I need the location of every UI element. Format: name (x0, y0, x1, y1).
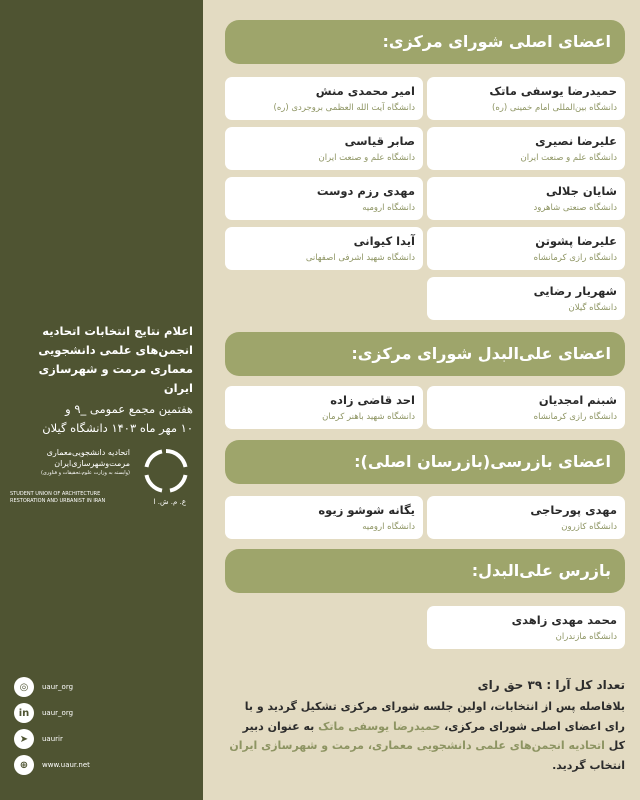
logo-fa-line: مرمت‌وشهرسازی‌ایران (54, 459, 130, 468)
logo-persian-text (10, 447, 130, 477)
member-name: صابر قیاسی (344, 134, 415, 148)
logo-en-line: STUDENT UNION OF ARCHITECTURE (10, 491, 101, 497)
inspectors-header: اعضای بازرسی(بازرسان اصلی): (225, 440, 625, 484)
social-website[interactable] (14, 754, 90, 776)
logo-english-text (10, 491, 140, 505)
member-university: دانشگاه شهید اشرفی اصفهانی (305, 253, 415, 263)
member-university: دانشگاه کازرون (561, 522, 617, 532)
results-summary (225, 675, 625, 775)
social-handle: uaurir (42, 735, 63, 743)
member-card (225, 177, 423, 220)
social-handle: www.uaur.net (42, 761, 90, 769)
summary-paragraph (225, 697, 625, 775)
member-university: دانشگاه علم و صنعت ایران (520, 153, 617, 163)
member-university: دانشگاه بین‌المللی امام خمینی (ره) (492, 103, 617, 113)
member-card (427, 277, 625, 320)
member-card (225, 127, 423, 170)
sidebar (0, 0, 203, 800)
member-card (225, 227, 423, 270)
social-handle: uaur_org (42, 709, 74, 717)
logo-fa-subtitle: (وابسته به وزارت علوم،تحقیقات و فناوری) (40, 470, 130, 476)
globe-icon: ⊕ (14, 755, 34, 775)
telegram-icon: ➤ (14, 729, 34, 749)
logo-ring-icon (142, 447, 190, 495)
member-name: محمد مهدی زاهدی (511, 613, 617, 627)
summary-text: انتخاب گردید. (552, 758, 625, 772)
summary-text: بلافاصله پس از انتخابات، اولین جلسه شورای مرکزی تشکیل گردید و با رای اعضای اصلی شورای مرکزی، (244, 700, 625, 733)
member-name: مهدی رزم دوست (316, 184, 415, 198)
member-name: شهریار رضایی (533, 284, 617, 298)
member-name: احد قاضی زاده (330, 393, 415, 407)
member-card (427, 386, 625, 429)
instagram-icon: ◎ (14, 677, 34, 697)
announcement-headline (7, 322, 193, 398)
member-university: دانشگاه مازندران (555, 632, 617, 642)
member-name: علیرضا پشوتن (535, 234, 617, 248)
member-card (225, 496, 423, 539)
logo-en-line: RESTORATION AND URBANIST IN IRAN (10, 498, 106, 504)
social-instagram[interactable] (14, 676, 90, 698)
headline-line: اعلام نتایج انتخابات اتحادیه (42, 324, 193, 338)
linkedin-icon: in (14, 703, 34, 723)
member-university: دانشگاه ارومیه (362, 203, 415, 213)
member-university: دانشگاه صنعتی شاهرود (533, 203, 617, 213)
member-name: شبنم امجدیان (538, 393, 617, 407)
meeting-line: هفتمین مجمع عمومی _۹ و (65, 402, 193, 416)
member-name: شایان جلالی (545, 184, 617, 198)
member-card (427, 77, 625, 120)
member-university: دانشگاه علم و صنعت ایران (318, 153, 415, 163)
alternate-members-header: اعضای علی‌البدل شورای مرکزی: (225, 332, 625, 376)
member-card (427, 606, 625, 649)
summary-text: به عنوان دبیر کل (242, 719, 625, 752)
member-card (225, 386, 423, 429)
member-name: مهدی پورحاجی (530, 503, 617, 517)
member-university: دانشگاه رازی کرمانشاه (533, 412, 617, 422)
main-members-header: اعضای اصلی شورای مرکزی: (225, 20, 625, 64)
member-university: دانشگاه آیت الله العظمی بروجردی (ره) (273, 103, 415, 113)
member-university: دانشگاه رازی کرمانشاه (533, 253, 617, 263)
union-logo (10, 445, 198, 515)
union-name: اتحادیه انجمن‌های علمی دانشجویی معماری، مرمت و شهرسازی ایران (229, 739, 605, 752)
member-name: حمیدرضا یوسفی ماتک (489, 84, 617, 98)
social-handle: uaur_org (42, 683, 74, 691)
social-linkedin[interactable] (14, 702, 90, 724)
member-university: دانشگاه ارومیه (362, 522, 415, 532)
meeting-line: ۱۰ مهر ماه ۱۴۰۳ دانشگاه گیلان (42, 421, 193, 435)
headline-line: انجمن‌های علمی دانشجویی (38, 343, 193, 357)
member-name: آیدا کیوانی (353, 234, 415, 248)
member-card (427, 177, 625, 220)
member-card (427, 127, 625, 170)
member-card (427, 227, 625, 270)
total-votes: تعداد کل آرا : ۳۹ حق رای (477, 678, 625, 692)
social-links (14, 676, 90, 780)
member-university: دانشگاه شهید باهنر کرمان (322, 412, 415, 422)
member-name: یگانه شوشو زیوه (318, 503, 415, 517)
alternate-inspector-header: بازرس علی‌البدل: (225, 549, 625, 593)
logo-abbreviation: ع. م. ش. ا (153, 498, 186, 506)
logo-fa-line: اتحادیه‌ دانشجویی‌معماری (46, 448, 130, 457)
secretary-name: حمیدرضا یوسفی ماتک (318, 719, 441, 733)
member-card (225, 77, 423, 120)
member-name: علیرضا نصیری (535, 134, 617, 148)
member-name: امیر محمدی منش (315, 84, 415, 98)
headline-line: معماری مرمت و شهرسازی ایران (38, 362, 193, 395)
member-university: دانشگاه گیلان (568, 303, 617, 313)
social-telegram[interactable] (14, 728, 90, 750)
meeting-info (7, 400, 193, 438)
member-card (427, 496, 625, 539)
